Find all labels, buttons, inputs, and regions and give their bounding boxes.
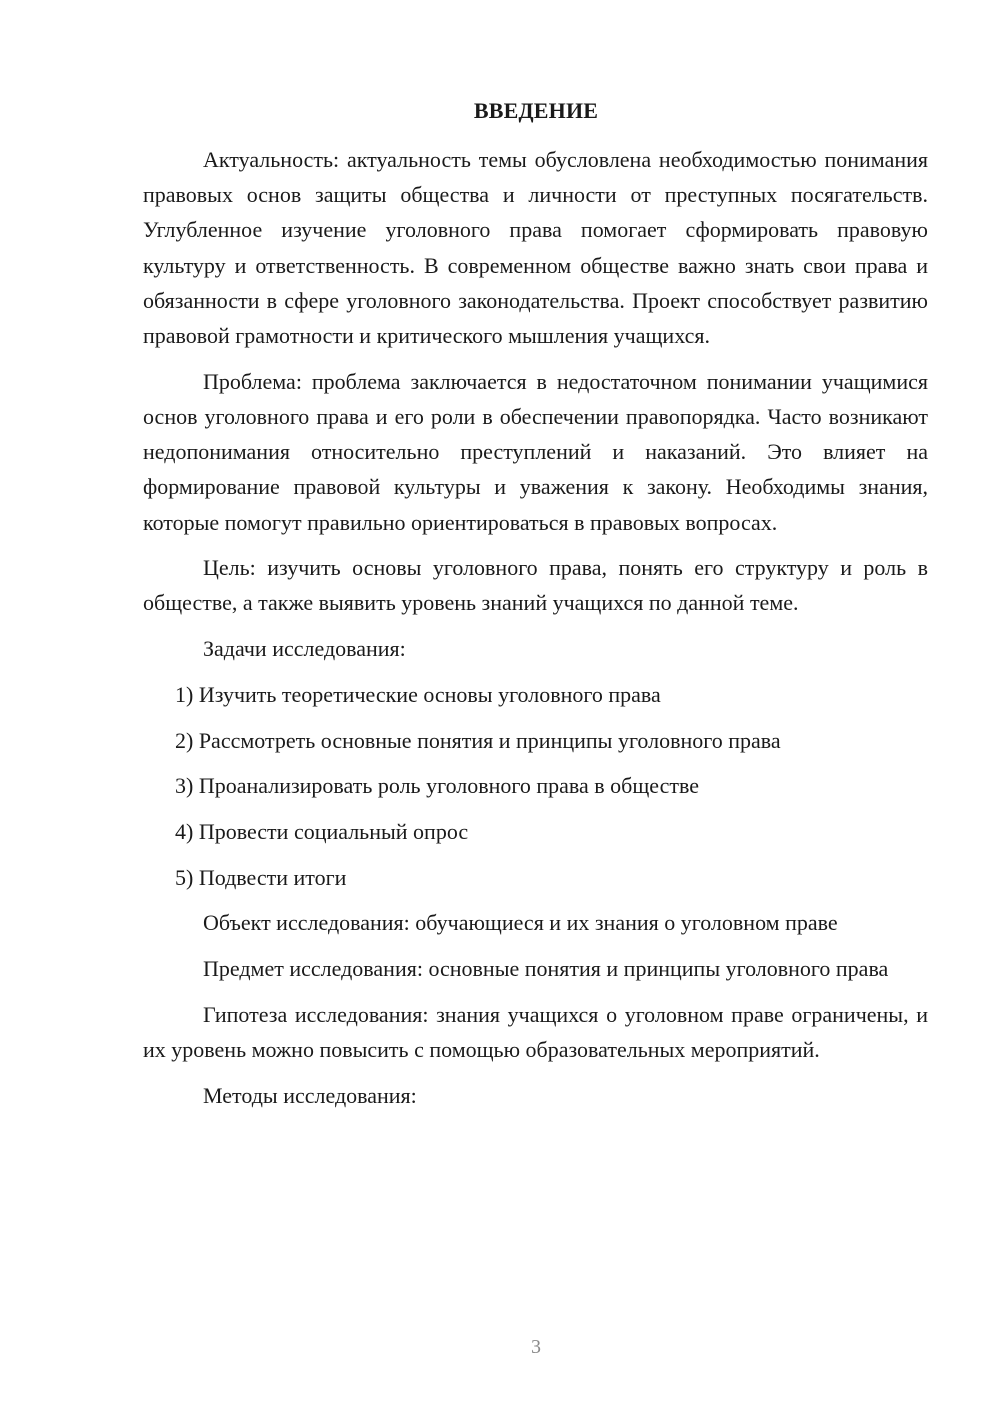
list-item: 3) Проанализировать роль уголовного права в обществе xyxy=(175,773,700,799)
list-item: 2) Рассмотреть основные понятия и принципы уголовного права xyxy=(175,727,781,753)
list-item: 5) Подвести итоги xyxy=(175,864,347,890)
methods-heading: Методы исследования: xyxy=(203,1082,417,1108)
page-number: 3 xyxy=(531,1336,541,1358)
paragraph-object: Объект исследования: обучающиеся и их знания о уголовном праве xyxy=(203,910,838,936)
paragraph-hypothesis: Гипотеза исследования: знания учащихся о уголовном праве ограничены, и их уровень можно повысить с помощью образовательных мероприятий. xyxy=(143,1001,928,1062)
document-body xyxy=(143,142,928,1123)
paragraph-problem: Проблема: проблема заключается в недостаточном понимании учащимися основ уголовного права и его роли в обеспечении правопорядка. Часто возникают недопонимания относительно преступлений и наказаний. Это влияет на формирование правовой культуры и уважения к закону. Необходимы знания, которые помогут правильно ориентироваться в правовых вопросах. xyxy=(143,368,928,535)
paragraph-relevance: Актуальность: актуальность темы обусловлена необходимостью понимания правовых основ защиты общества и личности от преступных посягательств. Углубленное изучение уголовного права помогает сформировать правовую культуру и ответственность. В современном обществе важно знать свои права и обязанности в сфере уголовного законодательства. Проект способствует развитию правовой грамотности и критического мышления учащихся. xyxy=(143,147,928,349)
list-item: 4) Провести социальный опрос xyxy=(175,818,469,844)
page-title: ВВЕДЕНИЕ xyxy=(473,98,599,123)
tasks-list xyxy=(143,677,928,895)
list-item: 1) Изучить теоретические основы уголовного права xyxy=(175,681,661,707)
tasks-heading: Задачи исследования: xyxy=(203,636,406,662)
paragraph-subject: Предмет исследования: основные понятия и принципы уголовного права xyxy=(203,956,889,982)
paragraph-goal: Цель: изучить основы уголовного права, понять его структуру и роль в обществе, а также выявить уровень знаний учащихся по данной теме. xyxy=(143,555,928,616)
